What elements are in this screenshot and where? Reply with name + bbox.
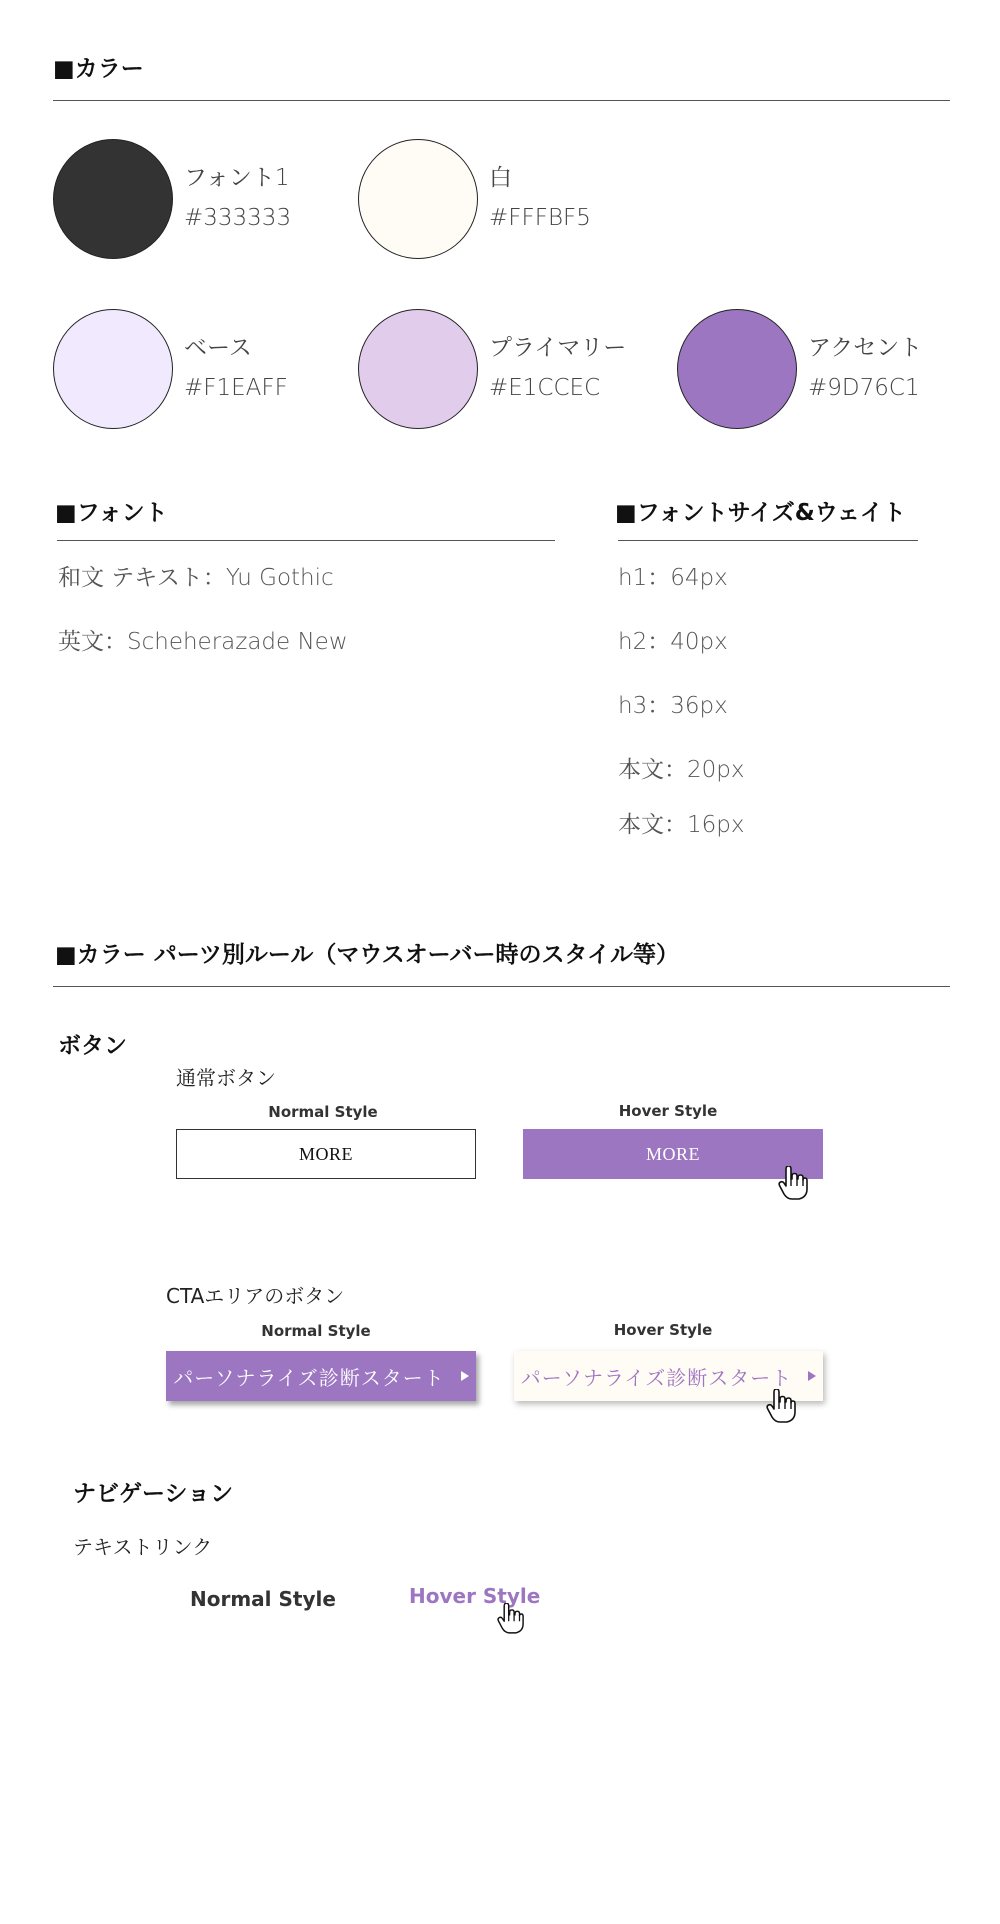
swatch-font1-name: フォント1 <box>184 165 290 191</box>
font-en-spec: 英文：Scheherazade New <box>58 629 348 655</box>
font-size-divider <box>618 540 918 541</box>
swatch-primary-name: プライマリー <box>489 335 627 361</box>
navigation-heading: ナビゲーション <box>73 1481 234 1507</box>
font-heading: ■フォント <box>55 500 168 526</box>
hand-pointer-icon <box>497 1603 524 1634</box>
font-jp-spec: 和文 テキスト：Yu Gothic <box>58 565 334 591</box>
colors-heading: ■カラー <box>53 56 144 82</box>
swatch-primary <box>358 309 478 429</box>
swatch-white-hex: #FFFBF5 <box>489 205 591 231</box>
rules-divider <box>53 986 950 987</box>
cta-button-hover-text: パーソナライズ診断スタート <box>520 1365 793 1390</box>
hand-pointer-icon <box>778 1166 808 1200</box>
play-triangle-icon <box>808 1371 816 1381</box>
rules-heading: ■カラー パーツ別ルール（マウスオーバー時のスタイル等） <box>55 942 680 968</box>
text-link-label: テキストリンク <box>73 1535 213 1559</box>
swatch-accent-hex: #9D76C1 <box>808 375 920 401</box>
colors-divider <box>53 100 950 101</box>
cta-hover-style-label: Hover Style <box>613 1321 713 1339</box>
swatch-font1-hex: #333333 <box>184 205 292 231</box>
swatch-accent <box>677 309 797 429</box>
more-button-hover[interactable]: MORE <box>523 1129 823 1179</box>
text-link-normal[interactable]: Normal Style <box>190 1587 336 1611</box>
buttons-heading: ボタン <box>58 1033 127 1059</box>
font-size-heading: ■フォントサイズ&ウェイト <box>615 500 906 526</box>
play-triangle-icon <box>461 1371 469 1381</box>
normal-button-hover-style-label: Hover Style <box>618 1102 718 1120</box>
cta-button-normal-text: パーソナライズ診断スタート <box>173 1365 445 1390</box>
swatch-white-name: 白 <box>489 165 512 191</box>
swatch-base <box>53 309 173 429</box>
font-divider <box>57 540 555 541</box>
swatch-base-hex: #F1EAFF <box>184 375 288 401</box>
hand-pointer-icon <box>766 1389 796 1423</box>
cta-button-normal[interactable] <box>166 1351 476 1401</box>
font-size-h1: h1：64px <box>618 565 728 591</box>
swatch-base-name: ベース <box>184 335 252 361</box>
swatch-primary-hex: #E1CCEC <box>489 375 601 401</box>
font-size-h3: h3：36px <box>618 693 728 719</box>
font-size-body20: 本文：20px <box>618 757 745 783</box>
font-size-h2: h2：40px <box>618 629 728 655</box>
swatch-accent-name: アクセント <box>808 335 923 361</box>
swatch-font1 <box>53 139 173 259</box>
normal-button-normal-style-label: Normal Style <box>268 1103 378 1121</box>
normal-button-label: 通常ボタン <box>176 1066 276 1090</box>
cta-normal-style-label: Normal Style <box>261 1322 371 1340</box>
font-size-body16: 本文：16px <box>618 812 745 838</box>
more-button-normal[interactable]: MORE <box>176 1129 476 1179</box>
cta-button-label: CTAエリアのボタン <box>166 1284 345 1308</box>
swatch-white <box>358 139 478 259</box>
text-link-hover[interactable]: Hover Style <box>409 1584 541 1608</box>
